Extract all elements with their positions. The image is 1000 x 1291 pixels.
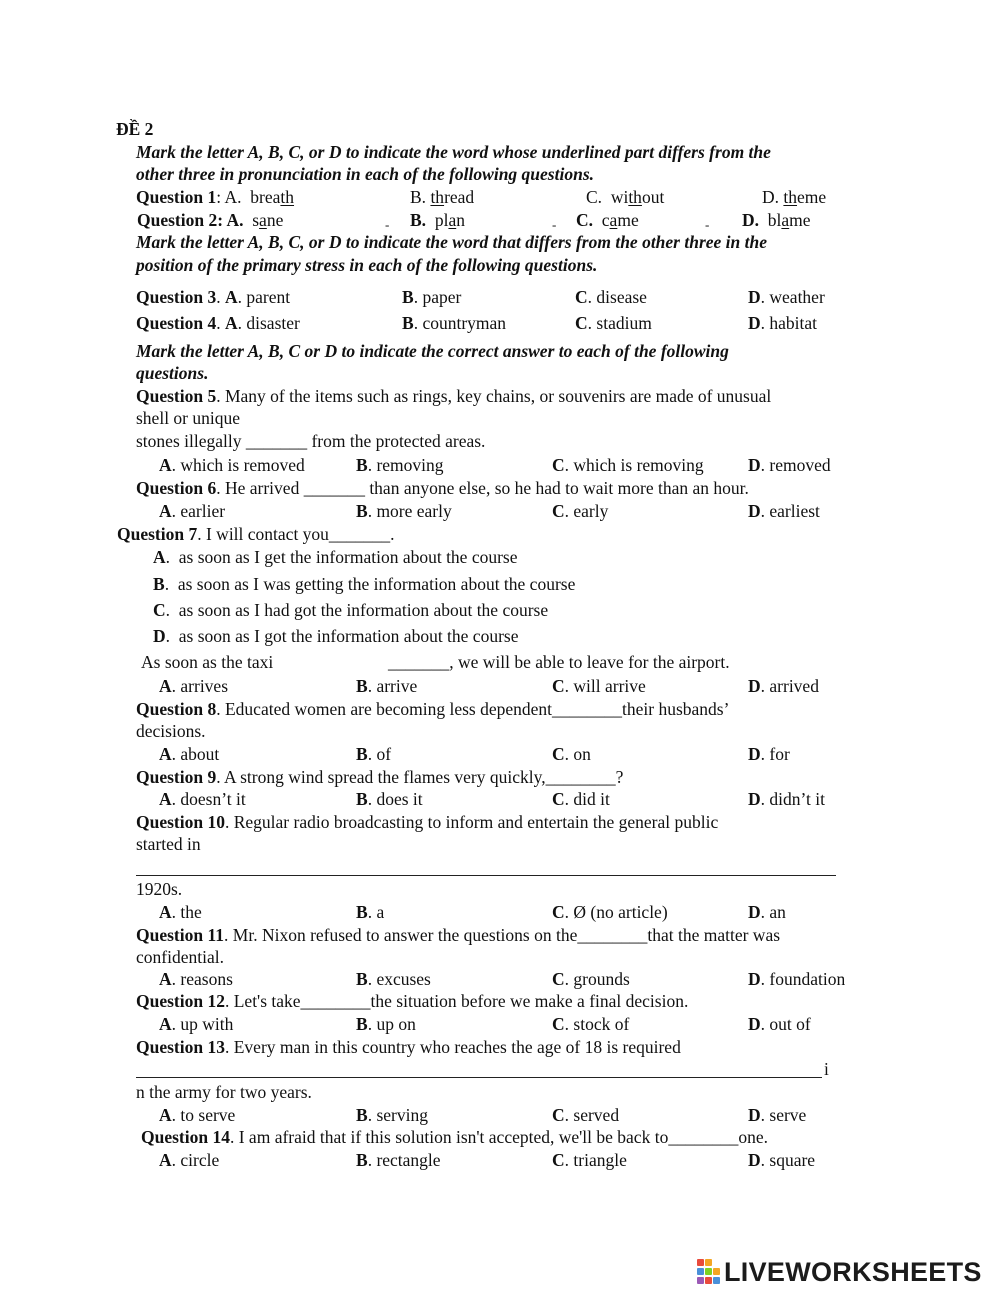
page-title: ĐỀ 2: [116, 119, 154, 139]
brand-name: LIVEWORKSHEETS: [724, 1256, 982, 1287]
question-7: Question 7. I will contact you_______.: [117, 524, 395, 544]
q13-option-b[interactable]: B. serving: [356, 1105, 428, 1125]
q3-option-d[interactable]: D. weather: [748, 287, 825, 307]
q2-option-c[interactable]: C. came: [576, 210, 639, 230]
question-2: Question 2: A. sane: [137, 210, 284, 230]
q14-option-c[interactable]: C. triangle: [552, 1150, 627, 1170]
q7-option-d[interactable]: D. as soon as I got the information about the course: [153, 626, 519, 646]
q3-option-c[interactable]: C. disease: [575, 287, 647, 307]
q1-option-b[interactable]: B. thread: [410, 187, 475, 207]
q7-option-b[interactable]: B. as soon as I was getting the information about the course: [153, 574, 576, 594]
q11-option-b[interactable]: B. excuses: [356, 969, 431, 989]
q12-option-b[interactable]: B. up on: [356, 1014, 416, 1034]
q4-option-b[interactable]: B. countryman: [402, 313, 507, 333]
q12-option-c[interactable]: C. stock of: [552, 1014, 630, 1034]
q6-option-c[interactable]: C. early: [552, 501, 609, 521]
question-1: Question 1: A. breath: [136, 187, 295, 207]
q8-option-c[interactable]: C. on: [552, 744, 591, 764]
question-13: Question 13. Every man in this country who reaches the age of 18 is required: [136, 1037, 681, 1057]
instruction-1-line-2: other three in pronunciation in each of the following questions.: [136, 164, 594, 184]
q11-option-a[interactable]: A. reasons: [159, 969, 233, 989]
q3-option-b[interactable]: B. paper: [402, 287, 462, 307]
q7b-option-c[interactable]: C. will arrive: [552, 676, 646, 696]
q13-option-d[interactable]: D. serve: [748, 1105, 807, 1125]
question-10-line-3: 1920s.: [136, 879, 183, 899]
q14-option-a[interactable]: A. circle: [159, 1150, 220, 1170]
q14-option-d[interactable]: D. square: [748, 1150, 816, 1170]
q10-option-c[interactable]: C. Ø (no article): [552, 902, 668, 922]
q5-option-d[interactable]: D. removed: [748, 455, 831, 475]
question-10: Question 10. Regular radio broadcasting to inform and entertain the general public: [136, 812, 719, 832]
q11-option-c[interactable]: C. grounds: [552, 969, 630, 989]
question-7b-rest: _______, we will be able to leave for the airport.: [388, 652, 730, 672]
question-9: Question 9. A strong wind spread the flames very quickly,________?: [136, 767, 624, 787]
q2-option-d[interactable]: D. blame: [742, 210, 811, 230]
dash-mark: -: [385, 217, 390, 232]
q4-option-d[interactable]: D. habitat: [748, 313, 818, 333]
question-5-line-3: stones illegally _______ from the protected areas.: [136, 431, 486, 451]
question-13-line-3: n the army for two years.: [136, 1082, 312, 1102]
q8-option-a[interactable]: A. about: [159, 744, 220, 764]
question-4: Question 4. A. disaster: [136, 313, 300, 333]
dash-mark: -: [552, 217, 557, 232]
q10-option-a[interactable]: A. the: [159, 902, 202, 922]
question-8-line-2: decisions.: [136, 721, 206, 741]
q8-option-b[interactable]: B. of: [356, 744, 392, 764]
q4-option-c[interactable]: C. stadium: [575, 313, 652, 333]
q12-option-a[interactable]: A. up with: [159, 1014, 234, 1034]
question-7b: As soon as the taxi: [141, 652, 274, 672]
answer-blank-line[interactable]: [136, 875, 836, 876]
liveworksheets-logo: [697, 1257, 982, 1287]
q9-option-c[interactable]: C. did it: [552, 789, 610, 809]
instruction-3-line-2: questions.: [136, 363, 209, 383]
instruction-2-line-2: position of the primary stress in each of the following questions.: [136, 255, 598, 275]
q5-option-b[interactable]: B. removing: [356, 455, 444, 475]
q8-option-d[interactable]: D. for: [748, 744, 790, 764]
question-3: Question 3. A. parent: [136, 287, 291, 307]
q13-option-c[interactable]: C. served: [552, 1105, 620, 1125]
q14-option-b[interactable]: B. rectangle: [356, 1150, 441, 1170]
q12-option-d[interactable]: D. out of: [748, 1014, 811, 1034]
q6-option-b[interactable]: B. more early: [356, 501, 452, 521]
logo-blocks-icon: [697, 1259, 721, 1285]
q1-option-d[interactable]: D. theme: [762, 187, 827, 207]
instruction-3-line-1: Mark the letter A, B, C or D to indicate the correct answer to each of the following: [136, 341, 729, 361]
q9-option-a[interactable]: A. doesn’t it: [159, 789, 246, 809]
question-5-line-2: shell or unique: [136, 408, 241, 428]
question-11-line-2: confidential.: [136, 947, 224, 967]
q7b-option-a[interactable]: A. arrives: [159, 676, 229, 696]
q7-option-c[interactable]: C. as soon as I had got the information about the course: [153, 600, 549, 620]
question-11: Question 11. Mr. Nixon refused to answer the questions on the________that the matter was: [136, 925, 781, 945]
q13-option-a[interactable]: A. to serve: [159, 1105, 236, 1125]
q2-option-b[interactable]: B. plan: [410, 210, 465, 230]
question-8: Question 8. Educated women are becoming less dependent________their husbands’: [136, 699, 730, 719]
q10-option-d[interactable]: D. an: [748, 902, 786, 922]
q1-option-c[interactable]: C. without: [586, 187, 665, 207]
q7-option-a[interactable]: A. as soon as I get the information about the course: [153, 547, 518, 567]
question-label: Question 1: [136, 187, 217, 207]
instruction-2-line-1: Mark the letter A, B, C, or D to indicate the word that differs from the other three in the: [136, 232, 768, 252]
question-14: Question 14. I am afraid that if this solution isn't accepted, we'll be back to________one.: [141, 1127, 768, 1147]
q5-option-a[interactable]: A. which is removed: [159, 455, 305, 475]
q7b-option-b[interactable]: B. arrive: [356, 676, 418, 696]
answer-blank-line[interactable]: [136, 1077, 822, 1078]
dash-mark: -: [705, 217, 710, 232]
question-5: Question 5. Many of the items such as rings, key chains, or souvenirs are made of unusual: [136, 386, 772, 406]
q10-option-b[interactable]: B. a: [356, 902, 385, 922]
q6-option-d[interactable]: D. earliest: [748, 501, 820, 521]
instruction-1-line-1: Mark the letter A, B, C, or D to indicate the word whose underlined part differs from the: [136, 142, 771, 162]
question-12: Question 12. Let's take________the situation before we make a final decision.: [136, 991, 689, 1011]
q9-option-d[interactable]: D. didn’t it: [748, 789, 825, 809]
q9-option-b[interactable]: B. does it: [356, 789, 423, 809]
q11-option-d[interactable]: D. foundation: [748, 969, 846, 989]
q6-option-a[interactable]: A. earlier: [159, 501, 226, 521]
q7b-option-d[interactable]: D. arrived: [748, 676, 819, 696]
question-13-fragment: i: [824, 1059, 829, 1079]
q5-option-c[interactable]: C. which is removing: [552, 455, 704, 475]
question-10-line-2: started in: [136, 834, 201, 854]
question-6: Question 6. He arrived _______ than anyone else, so he had to wait more than an hour.: [136, 478, 749, 498]
